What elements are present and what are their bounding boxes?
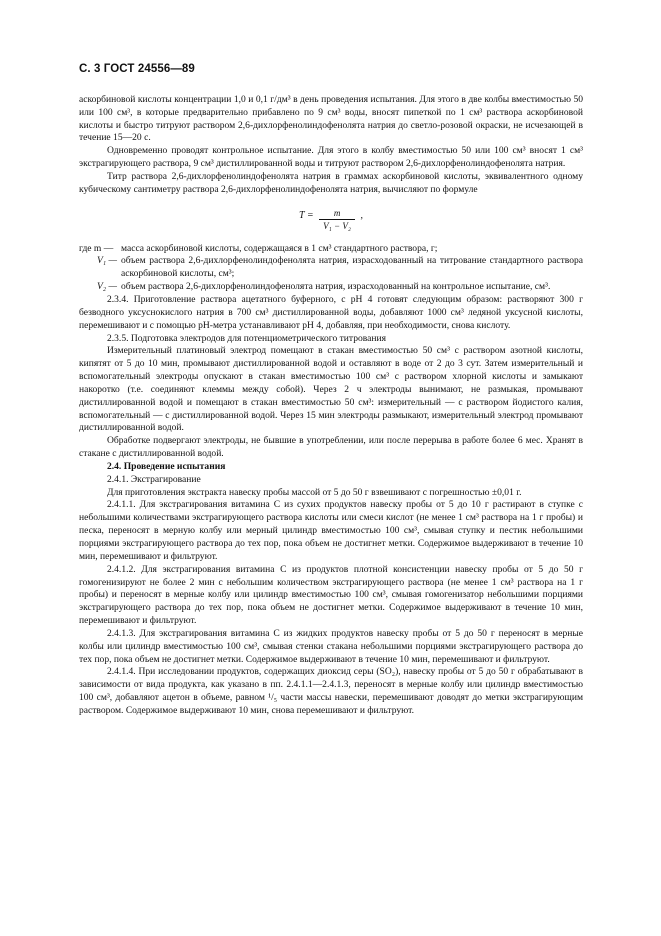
paragraph-titer: Титр раствора 2,6-дихлорфенолиндофенолята натрия в граммах аскорбиновой кислоты, эквивалентного одному кубическому сантиметру раствора 2,6-дихлорфенолиндофенолята натрия, вычисляют по формуле bbox=[79, 170, 583, 195]
section-2-3-5-storage: Обработке подвергают электроды, не бывшие в употреблении, или после перерыва в работе более 6 мес. Хранят в стакане с дистиллированной водой. bbox=[79, 435, 583, 460]
where-v1-text: объем раствора 2,6-дихлорфенолиндофенолята натрия, израсходованный на титрование стандартного раствора аскорбиновой кислоты, см³; bbox=[121, 255, 583, 280]
paragraph-control-test: Одновременно проводят контрольное испытание. Для этого в колбу вместимостью 50 или 100 см³ вносят 1 см³ экстрагирующего раствора, 9 см³ дистиллированной воды и титруют раствором 2,6-дихлорфенолиндофенолята натрия. bbox=[79, 145, 583, 170]
formula-denominator: V₁ − V₂ bbox=[323, 220, 351, 231]
where-v1-symbol: V₁ — bbox=[96, 255, 117, 267]
where-v1 bbox=[79, 255, 583, 281]
section-2-4-1-3: 2.4.1.3. Для экстрагирования витамина С из жидких продуктов навеску пробы от 5 до 50 г переносят в мерные колбы или цилиндр вместимостью 100 см³, смывая стенки стакана небольшими порциями экстрагирующего раствора до тех пор, пока объем не достигнет метки. Содержимое выдерживают в течение 10 мин, перемешивают и фильтруют. bbox=[79, 627, 583, 665]
formula-lhs: T = bbox=[299, 210, 314, 222]
section-2-3-5-body: Измерительный платиновый электрод помещают в стакан вместимостью 50 см³ с раствором азотной кислоты, кипятят от 5 до 10 мин, промывают дистиллированной водой и оставляют в воде от 2 до 3 сут. Затем измерительный и вспомогательный электроды опускают в стакан вместимостью 100 см³ с раствором хлорной кислоты и замыкают накоротко (т.е. соединяют клеммы между собой). Через 2 ч электроды вынимают, не размыкая, промывают дистиллированной водой и помещают в стакан вместимостью 50 см³: измерительный — с раствором йодистого калия, вспомогательный — с дистиллированной водой. Через 15 мин электроды размыкают, измерительный электрод промывают дистиллированной водой. bbox=[79, 345, 583, 434]
section-2-4-1-title: 2.4.1. Экстрагирование bbox=[107, 473, 201, 485]
section-2-4-1-body: Для приготовления экстракта навеску пробы массой от 5 до 50 г взвешивают с погрешностью ±0,01 г. bbox=[107, 486, 522, 498]
section-2-4-1-1: 2.4.1.1. Для экстрагирования витамина С из сухих продуктов навеску пробы от 5 до 10 г растирают в ступке с небольшими количествами экстрагирующего раствора кислоты или смеси кислот (не менее 1 см³ раствора на 1 г пробы) и песка, переносят в мерную колбу или мерный цилиндр вместимостью 100 см³, смывая ступку и пестик небольшими порциями экстрагирующего раствора до тех пор, пока объем не достигнет метки. Содержимое выдерживают в течение 10 мин, перемешивают и фильтруют. bbox=[79, 499, 583, 562]
where-v2-text: объем раствора 2,6-дихлорфенолиндофенолята натрия, израсходованный на контрольное испытание, см³. bbox=[121, 281, 551, 293]
where-v2 bbox=[79, 281, 583, 294]
formula-tail: , bbox=[360, 210, 363, 222]
section-2-3-5-title: 2.3.5. Подготовка электродов для потенциометрического титрования bbox=[107, 332, 386, 344]
section-2-4-title: 2.4. Проведение испытания bbox=[107, 460, 226, 472]
page-header: С. 3 ГОСТ 24556—89 bbox=[79, 63, 195, 75]
where-m-text: масса аскорбиновой кислоты, содержащаяся в 1 см³ стандартного раствора, г; bbox=[121, 242, 438, 254]
formula-fraction bbox=[319, 207, 355, 232]
where-v2-symbol: V₂ — bbox=[96, 281, 117, 293]
titer-formula bbox=[79, 207, 583, 235]
document-page bbox=[79, 63, 583, 718]
section-2-4-1-2: 2.4.1.2. Для экстрагирования витамина С из продуктов плотной консистенции навеску пробы от 5 до 50 г гомогенизируют не более 2 мин с небольшим количеством экстрагирующего раствора (не менее 1 см³ раствора на 1 г пробы) и переносят в мерные колбу или цилиндр вместимостью 100 см³, смывая гомогенизатор небольшими порциями экстрагирующего раствора до тех пор, пока объем не достигнет метки. Содержимое выдерживают в течение 10 мин, перемешивают и фильтруют. bbox=[79, 563, 583, 627]
where-m-label: где m — bbox=[79, 242, 114, 254]
where-m bbox=[79, 243, 583, 256]
paragraph-ascorbic-standard: аскорбиновой кислоты концентрации 1,0 и 0,1 г/дм³ в день проведения испытания. Для этого в две колбы вместимостью 50 или 100 см³, в которые предварительно прибавлено по 9 см³ воды, вносят пипеткой по 1 см³ раствора аскорбиновой кислоты и быстро титруют раствором 2,6-дихлорфенолиндофенолята натрия до светло-розовой окраски, не исчезающей в течение 15—20 с. bbox=[79, 93, 583, 144]
formula-numerator: m bbox=[319, 207, 355, 220]
section-2-4-1-4: 2.4.1.4. При исследовании продуктов, содержащих диоксид серы (SO₂), навеску пробы от 5 до 50 г обрабатывают в зависимости от вида продукта, как указано в пп. 2.4.1.1—2.4.1.3, переносят в мерные колбу или цилиндр вместимостью 100 см³, добавляют ацетон в объеме, равном ¹/₅ части массы навески, перемешивают доводят до метки экстрагирующим раствором. Содержимое выдерживают 10 мин, снова перемешивают и фильтруют. bbox=[79, 666, 583, 716]
section-2-3-4: 2.3.4. Приготовление раствора ацетатного буферного, с pH 4 готовят следующим образом: растворяют 300 г безводного уксуснокислого натрия в 700 см³ дистиллированной воды, добавляют 1000 см³ ледяной уксусной кислоты, перемешивают и с помощью pH-метра устанавливают pH 4, добавляя, при необходимости, снова кислоту. bbox=[79, 293, 583, 331]
